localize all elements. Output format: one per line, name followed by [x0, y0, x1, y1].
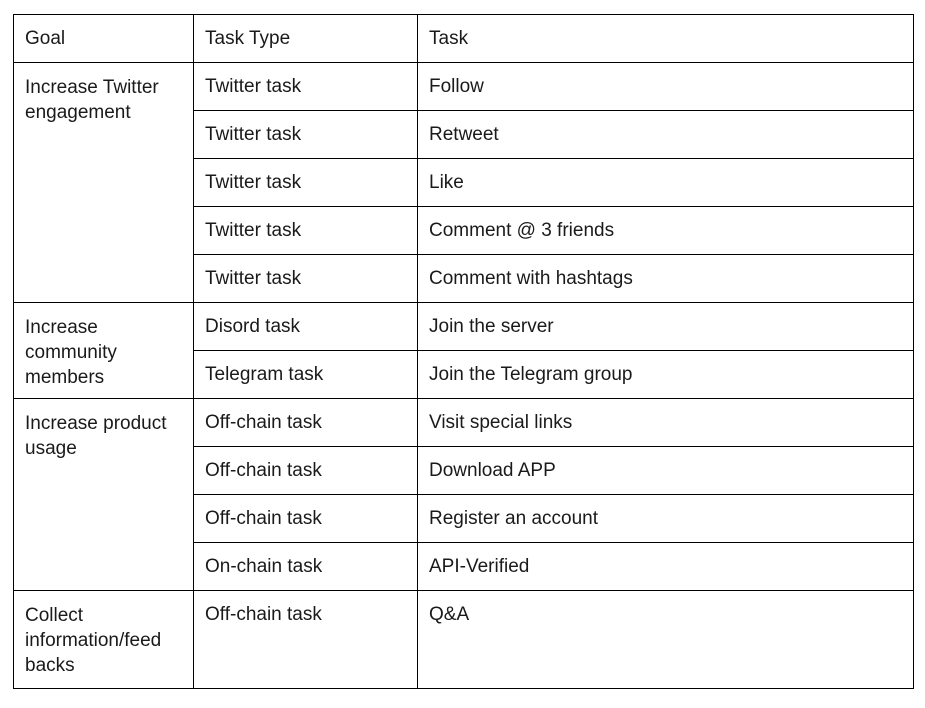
task-cell: API-Verified [418, 543, 914, 591]
task-cell: Visit special links [418, 399, 914, 447]
task-type-cell: Off-chain task [194, 495, 418, 543]
task-cell: Retweet [418, 111, 914, 159]
goal-cell: Increase community members [14, 303, 194, 399]
task-type-cell: Twitter task [194, 207, 418, 255]
task-cell: Like [418, 159, 914, 207]
goal-cell: Increase product usage [14, 399, 194, 591]
task-type-cell: On-chain task [194, 543, 418, 591]
task-cell: Join the Telegram group [418, 351, 914, 399]
goal-cell: Collect information/feed backs [14, 591, 194, 689]
task-cell: Q&A [418, 591, 914, 689]
task-cell: Register an account [418, 495, 914, 543]
header-goal: Goal [14, 15, 194, 63]
task-cell: Follow [418, 63, 914, 111]
task-cell: Comment with hashtags [418, 255, 914, 303]
task-type-cell: Twitter task [194, 111, 418, 159]
table-row [14, 63, 914, 111]
task-type-cell: Disord task [194, 303, 418, 351]
task-type-cell: Telegram task [194, 351, 418, 399]
table-row [14, 591, 914, 689]
goal-cell: Increase Twitter engagement [14, 63, 194, 303]
task-cell: Download APP [418, 447, 914, 495]
task-type-cell: Twitter task [194, 255, 418, 303]
task-type-cell: Twitter task [194, 63, 418, 111]
task-type-cell: Twitter task [194, 159, 418, 207]
header-row [14, 15, 914, 63]
task-cell: Join the server [418, 303, 914, 351]
task-cell: Comment @ 3 friends [418, 207, 914, 255]
task-type-cell: Off-chain task [194, 399, 418, 447]
task-table [13, 14, 914, 689]
table-row [14, 303, 914, 351]
table-row [14, 399, 914, 447]
task-type-cell: Off-chain task [194, 591, 418, 689]
task-type-cell: Off-chain task [194, 447, 418, 495]
header-task-type: Task Type [194, 15, 418, 63]
header-task: Task [418, 15, 914, 63]
